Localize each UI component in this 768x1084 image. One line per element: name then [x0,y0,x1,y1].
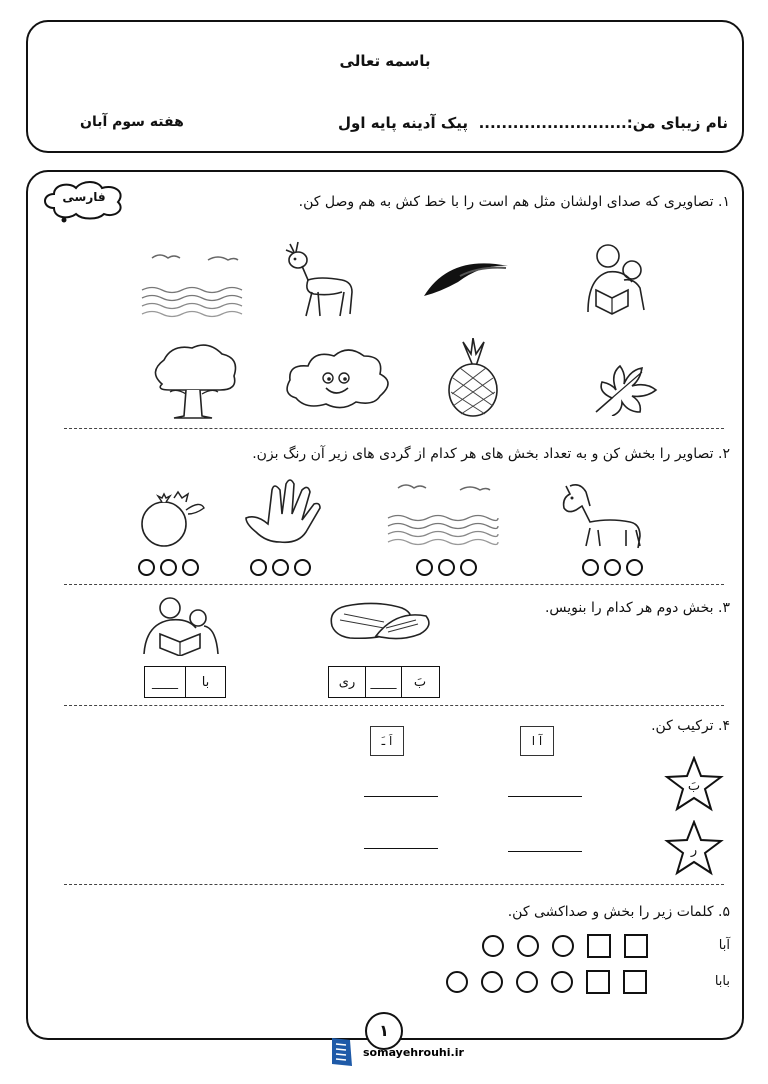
syllable-dot[interactable] [604,559,621,576]
eyebrow-picture [420,252,512,302]
question-3-text: ۳. بخش دوم هر کدام را بنویس. [544,600,730,616]
syllable-dot[interactable] [182,559,199,576]
syllable-dot[interactable] [438,559,455,576]
subject-tag-label: فارسی [62,190,106,204]
syllable-dot[interactable] [460,559,477,576]
header-frame [26,20,744,153]
question-5-text: ۵. کلمات زیر را بخش و صداکشی کن. [507,904,730,920]
answer-box-b[interactable] [328,666,440,698]
vowel-circle[interactable] [516,971,538,993]
week-label: هفته سوم آبان [80,114,184,130]
vowel-circle[interactable] [481,971,503,993]
syllable-dot[interactable] [250,559,267,576]
separator-line [64,584,724,585]
vowel-circle[interactable] [517,935,539,957]
tree-picture [146,344,242,420]
syllable-dot[interactable] [138,559,155,576]
hand-picture [240,478,326,546]
answer-cell-blank[interactable]: ____ [152,674,178,690]
vowel-circle[interactable] [551,971,573,993]
star-letter-1: بَ [687,779,701,794]
page-number: ۱ [365,1012,403,1050]
syllable-dot[interactable] [582,559,599,576]
separator-line [64,428,724,429]
syllable-square[interactable] [587,934,611,958]
word-1: آبا [718,938,730,953]
question-2-text: ۲. تصاویر را بخش کن و به تعداد بخش های هر کدام از گردی های زیر آن رنگ بزن. [252,446,730,462]
syllable-dot[interactable] [626,559,643,576]
star-icon [664,756,724,812]
logo-icon [328,1036,354,1066]
page-title: باسمه تعالی [339,52,431,70]
vowel-circle[interactable] [446,971,468,993]
separator-line [64,884,724,885]
answer-line[interactable] [364,848,438,849]
syllable-dot[interactable] [272,559,289,576]
horse-picture [556,480,650,550]
syllable-square[interactable] [586,970,610,994]
syllable-square[interactable] [623,970,647,994]
answer-line[interactable] [364,796,438,797]
subject-cloud-tag [40,178,128,224]
star-icon [664,820,724,876]
cookie-picture [326,600,430,644]
syllable-dots-hand[interactable] [250,559,311,576]
father-reading-picture [578,240,658,316]
word-2: بابا [714,974,730,989]
pomegranate-picture [134,490,208,550]
syllable-dots-pomegranate[interactable] [138,559,199,576]
syllable-dots-sea[interactable] [416,559,477,576]
answer-cell-given: با [185,667,225,697]
vowel-circle[interactable] [482,935,504,957]
vowel-box-2: اَ ـَ [370,726,404,756]
answer-cell-blank[interactable]: ____ [365,667,401,697]
answer-cell-given: بَ [401,667,438,697]
question-4-text: ۴. ترکیب کن. [651,718,730,734]
answer-line[interactable] [508,796,582,797]
answer-line[interactable] [508,851,582,852]
star-letter-2: ر [690,843,698,858]
answer-box-a[interactable] [144,666,226,698]
question-1-text: ۱. تصاویری که صدای اولشان مثل هم است را با خط کش به هم وصل کن. [298,194,730,210]
syllable-square[interactable] [624,934,648,958]
worksheet-subject: پیک آدینه پایه اول [338,114,468,132]
vowel-box-1: آ ا [520,726,554,756]
syllable-dot[interactable] [160,559,177,576]
father-reading-picture-2 [134,594,228,656]
sea-picture [138,248,250,320]
syllable-dot[interactable] [294,559,311,576]
pineapple-picture [438,338,508,418]
student-name-label: نام زیبای من:.......................... [478,114,728,132]
word-1-shapes[interactable] [482,934,648,958]
syllable-dots-horse[interactable] [582,559,643,576]
website-label: somayehrouhi.ir [363,1046,464,1059]
cloud-picture [282,348,392,412]
vowel-circle[interactable] [552,935,574,957]
separator-line [64,705,724,706]
deer-picture [278,236,364,320]
leaf-picture [588,344,674,416]
answer-cell-given: ری [338,674,356,690]
sea-picture-2 [384,478,500,548]
syllable-dot[interactable] [416,559,433,576]
word-2-shapes[interactable] [446,970,647,994]
